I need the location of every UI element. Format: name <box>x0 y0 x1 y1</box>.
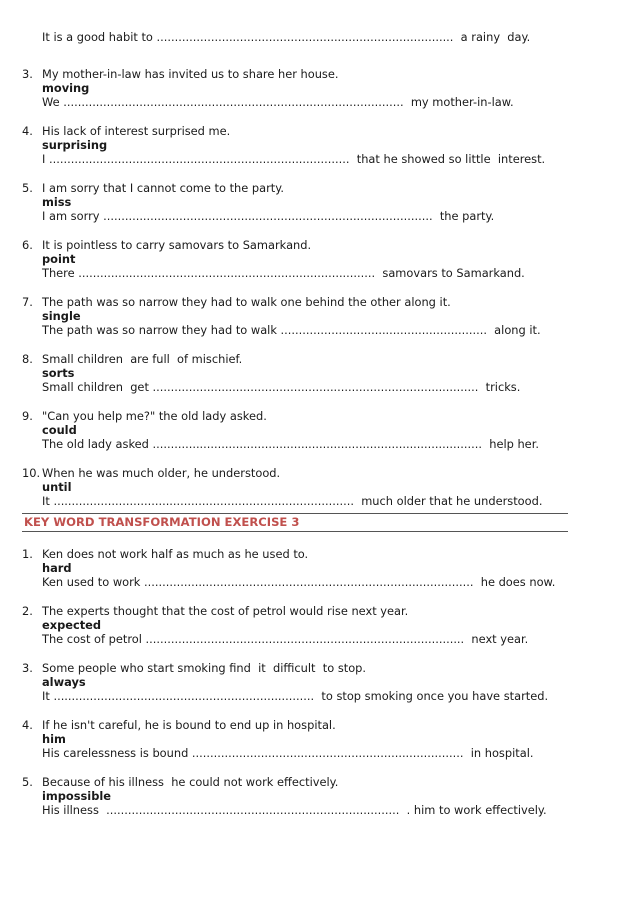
intro-answer-line: It is a good habit to .................................................................................. a rainy day. <box>42 30 531 44</box>
item-sentence: Some people who start smoking find it difficult to stop. <box>42 661 367 675</box>
item-number: 10. <box>22 466 41 480</box>
section-title: KEY WORD TRANSFORMATION EXERCISE 3 <box>24 515 300 529</box>
item-answer-line: I ................................................................................... that he showed so little interest. <box>42 152 546 166</box>
item-sentence: When he was much older, he understood. <box>42 466 281 480</box>
item-answer-line: Ken used to work ........................................................................................... he does now. <box>42 575 556 589</box>
item-number: 7. <box>22 295 33 309</box>
item-answer-line: The cost of petrol ........................................................................................ next year. <box>42 632 529 646</box>
item-keyword: always <box>42 675 86 689</box>
item-answer-line: The old lady asked ........................................................................................... help her. <box>42 437 539 451</box>
item-number: 1. <box>22 547 33 561</box>
item-keyword: point <box>42 252 76 266</box>
section-header <box>22 513 568 532</box>
item-number: 3. <box>22 661 33 675</box>
item-answer-line: I am sorry ........................................................................................... the party. <box>42 209 495 223</box>
item-number: 2. <box>22 604 33 618</box>
item-keyword: him <box>42 732 66 746</box>
item-answer-line: It ........................................................................ to stop smoking once you have started. <box>42 689 549 703</box>
item-sentence: Small children are full of mischief. <box>42 352 243 366</box>
item-number: 3. <box>22 67 33 81</box>
item-sentence: "Can you help me?" the old lady asked. <box>42 409 267 423</box>
item-answer-line: His carelessness is bound ........................................................................... in hospital. <box>42 746 534 760</box>
item-answer-line: It ................................................................................... much older that he understood. <box>42 494 543 508</box>
item-keyword: miss <box>42 195 72 209</box>
item-keyword: impossible <box>42 789 112 803</box>
item-number: 4. <box>22 124 33 138</box>
item-number: 5. <box>22 181 33 195</box>
item-answer-line: The path was so narrow they had to walk ......................................................... along it. <box>42 323 541 337</box>
item-number: 4. <box>22 718 33 732</box>
item-sentence: It is pointless to carry samovars to Samarkand. <box>42 238 312 252</box>
item-answer-line: There .................................................................................. samovars to Samarkand. <box>42 266 525 280</box>
item-keyword: expected <box>42 618 102 632</box>
item-number: 5. <box>22 775 33 789</box>
item-keyword: could <box>42 423 77 437</box>
item-sentence: The path was so narrow they had to walk one behind the other along it. <box>42 295 451 309</box>
item-sentence: Ken does not work half as much as he used to. <box>42 547 309 561</box>
item-keyword: moving <box>42 81 90 95</box>
item-keyword: until <box>42 480 72 494</box>
item-number: 9. <box>22 409 33 423</box>
item-number: 6. <box>22 238 33 252</box>
item-keyword: surprising <box>42 138 108 152</box>
item-sentence: The experts thought that the cost of petrol would rise next year. <box>42 604 409 618</box>
item-keyword: hard <box>42 561 72 575</box>
item-answer-line: His illness ................................................................................. . him to work effectively. <box>42 803 547 817</box>
item-sentence: I am sorry that I cannot come to the party. <box>42 181 284 195</box>
item-sentence: His lack of interest surprised me. <box>42 124 231 138</box>
item-answer-line: Small children get .......................................................................................... tricks. <box>42 380 521 394</box>
item-answer-line: We .............................................................................................. my mother-in-law. <box>42 95 514 109</box>
item-number: 8. <box>22 352 33 366</box>
item-keyword: sorts <box>42 366 75 380</box>
item-sentence: Because of his illness he could not work effectively. <box>42 775 339 789</box>
item-sentence: My mother-in-law has invited us to share her house. <box>42 67 339 81</box>
item-sentence: If he isn't careful, he is bound to end up in hospital. <box>42 718 336 732</box>
item-keyword: single <box>42 309 81 323</box>
